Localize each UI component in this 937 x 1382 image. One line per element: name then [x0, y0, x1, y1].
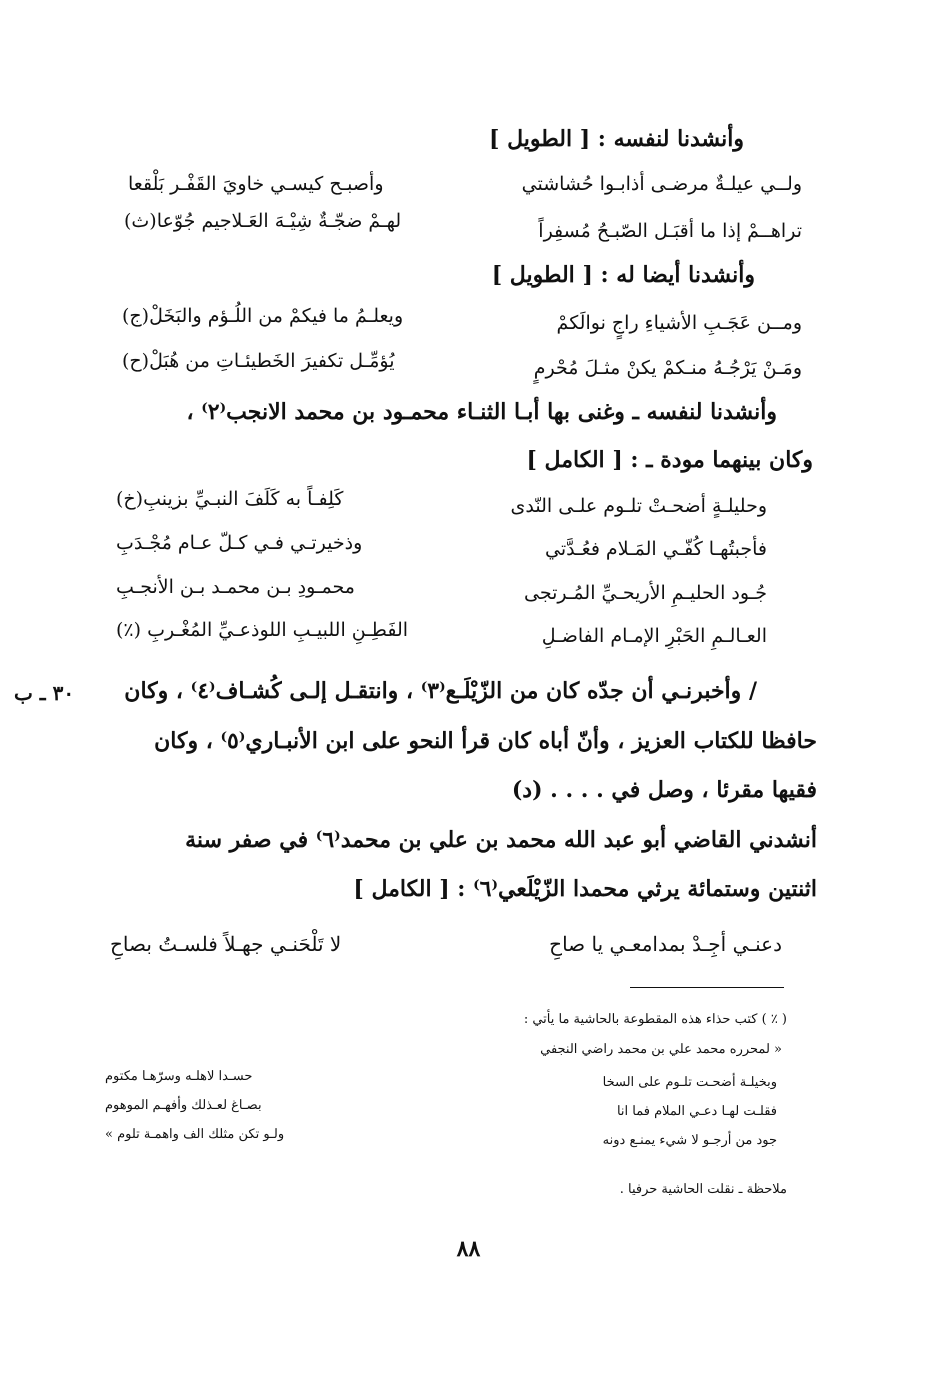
footnote-verse-first: وبخيلـة أضحـت تلـوم على السخا	[602, 1075, 777, 1090]
verse-second-hemistich: كَلِفـاً به كَلَفَ النبـيِّ بزينبِ(خ)	[116, 488, 344, 510]
verse-first-hemistich: تراهــمْ إذا ما أقبَـل الصّبـحُ مُسفِراً	[538, 220, 802, 242]
prose-line: / وأخبرنـي أن جدّه كان من الزّيْلَـع⁽٣⁾ ، وانتقـل إلـى كُشـاف⁽٤⁾ ، وكان	[124, 678, 757, 704]
footnote-verse-second: ولـو تكن مثلك الف واهمـة تلوم »	[105, 1127, 285, 1142]
verse-second-hemistich: يُؤمِّـل تكفيرَ الخَطيئـاتِ من هُبَلْ(ح)	[122, 350, 395, 372]
verse-second-hemistich: لهـمْ ضجّـةٌ شِيْـهَ العَـلاجيم جُوّعا(ث)	[124, 210, 402, 232]
verse-first-hemistich: فأجبتُهـا كُفّـي المَـلام فعُـدَّتي	[544, 538, 767, 560]
prose-line: وأنشدنا لنفسه ـ وغنى بها أبـا الثنـاء محمـود بن محمد الانجب⁽٢⁾ ،	[186, 399, 777, 425]
footnote-intro: ( ٪ ) كتب حذاء هذه المقطوعة بالحاشية ما يأتي :	[523, 1012, 787, 1027]
footnote-author: « لمحرره محمد علي بن محمد راضي النجفي	[540, 1042, 782, 1057]
footnote-verse-first: فقلـت لهـا دعـي الملام فما انا	[616, 1104, 777, 1119]
section-heading: وكان بينهما مودة ـ : [ الكامل ]	[526, 447, 813, 473]
prose-line: فقيها مقرئا ، وصل في . . . . (د)	[511, 777, 817, 803]
verse-second-hemistich: وأصبـح كيسـي خاويَ القَفْـر بَلْقعا	[128, 173, 384, 195]
footnote-verse-first: جود من أرجـو لا شيء يمنـع دونه	[602, 1133, 777, 1148]
verse-second-hemistich: ويعلـمُ ما فيكمْ من اللُـؤم والبَخَلْ(ج)	[122, 305, 404, 327]
verse-second-hemistich: لا تَلْحَنـي جهـلاً فلسـتُ بصاحِ	[110, 932, 342, 956]
prose-line: أنشدني القاضي أبو عبد الله محمد بن علي بن محمد⁽٦⁾ في صفر سنة	[185, 827, 817, 853]
prose-line: حافظا للكتاب العزيز ، وأنّ أباه كان قرأ النحو على ابن الأنبـاري⁽٥⁾ ، وكان	[154, 728, 817, 754]
verse-second-hemistich: الفَطِـنِ اللبيـبِ اللوذعـيِّ المُغْـربِ (٪)	[116, 619, 409, 641]
footnote-verse-second: بصـاغ لعـذلك وأفهـم الموهوم	[105, 1098, 262, 1113]
page-number: ٨٨	[456, 1236, 481, 1262]
margin-folio-note: ٣٠ ـ ب	[14, 681, 75, 705]
footnote-remark: ملاحظة ـ نقلت الحاشية حرفيا .	[619, 1182, 787, 1197]
verse-first-hemistich: وحليلـةٍ أضحـتْ تلـوم علـى النّدى	[510, 495, 767, 517]
section-heading: وأنشدنا أيضا له : [ الطويل ]	[491, 262, 755, 288]
section-heading: وأنشدنا لنفسه : [ الطويل ]	[489, 126, 744, 152]
footnote-separator	[630, 987, 784, 988]
verse-first-hemistich: ومَـنْ يَرْجُـهُ منـكمْ يكنْ مثـلَ مُحْرمٍ	[533, 357, 802, 379]
verse-first-hemistich: ولــي عيلـةٌ مرضـى أذابـوا حُشاشتي	[521, 173, 802, 195]
prose-line: اثنتين وستمائة يرثي محمدا الزّيْلَعي⁽٦⁾ : [ الكامل ]	[353, 876, 817, 902]
verse-second-hemistich: وذخيرتـي فـي كـلّ عـام مُجْـدَبِ	[116, 532, 363, 554]
verse-first-hemistich: العـالـمِ الحَبْرِ الإمـام الفاضـلِ	[541, 625, 767, 647]
verse-second-hemistich: محمـودِ بـن محمـد بـن الأنجـبِ	[116, 576, 355, 598]
footnote-verse-second: حسـدا لاهلـه وسرّهـا مكتوم	[105, 1069, 253, 1084]
verse-first-hemistich: دعنـي أجِـدْ بمدامعـي يا صاحِ	[549, 932, 782, 956]
verse-first-hemistich: جُـود الحليـمِ الأريحـيِّ المُـرتجى	[523, 582, 767, 604]
verse-first-hemistich: ومــن عَجَـبِ الأشياءِ راجٍ نوالَكمْ	[556, 312, 802, 334]
